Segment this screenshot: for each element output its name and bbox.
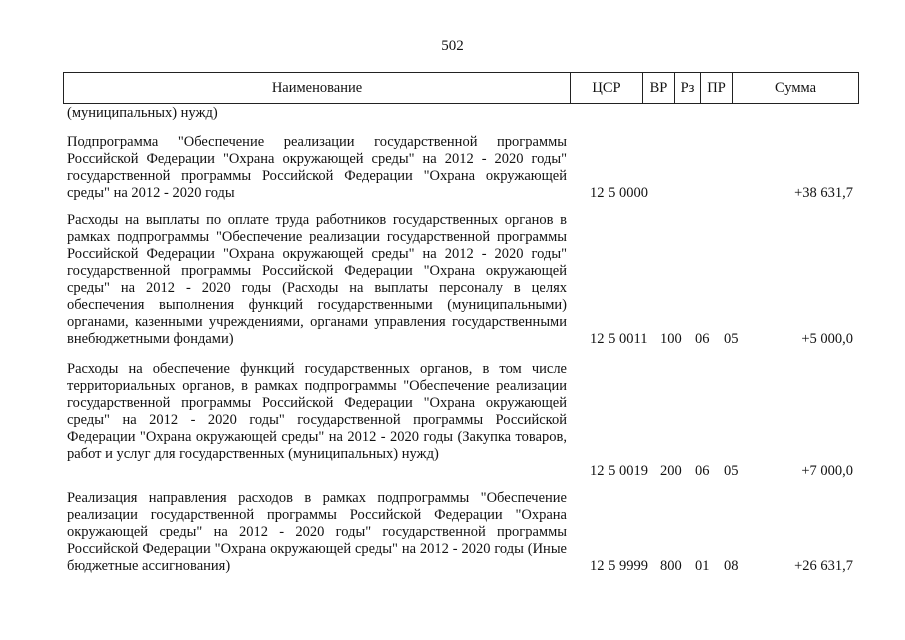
row-csr: 12 5 0011 [590, 331, 648, 347]
table-row [67, 134, 859, 202]
row-csr: 12 5 9999 [590, 558, 648, 574]
row-name: Расходы на обеспечение функций государственных органов, в том числе территориальных органов, в рамках подпрограммы "Обеспечение реализации государственной программы Российской Федерации "Охрана окружающей среды" на 2012 - 2020 годы" государственной программы Российской Федерации "Охрана окружающей среды" на 2012 - 2020 годы (Закупка товаров, работ и услуг для государственных (муниципальных) нужд) [67, 361, 567, 462]
row-csr: 12 5 0019 [590, 463, 648, 479]
continuation-text: (муниципальных) нужд) [67, 105, 218, 121]
row-name: Подпрограмма "Обеспечение реализации государственной программы Российской Федерации "Охрана окружающей среды" на 2012 - 2020 годы" государственной программы Российской Федерации "Охрана окружающей среды" на 2012 - 2020 годы [67, 134, 567, 201]
row-name: Расходы на выплаты по оплате труда работников государственных органов в рамках подпрограммы "Обеспечение реализации государственной программы Российской Федерации "Охрана окружающей среды" на 2012 - 2020 годы" государственной программы Российской Федерации "Охрана окружающей среды" на 2012 - 2020 годы (Расходы на выплаты персоналу в целях обеспечения выполнения функций государственными (муниципальными) органами, казенными учреждениями, органами управления государственными внебюджетными фондами) [67, 212, 567, 347]
page-number: 502 [441, 38, 464, 54]
row-sum: +26 631,7 [794, 558, 853, 574]
row-csr: 12 5 0000 [590, 185, 648, 201]
row-sum: +38 631,7 [794, 185, 853, 201]
header-csr: ЦСР [571, 73, 643, 104]
table-row [67, 361, 859, 480]
header-rz: Рз [675, 73, 701, 104]
row-sum: +5 000,0 [801, 331, 853, 347]
row-pr: 08 [724, 558, 739, 574]
row-name: Реализация направления расходов в рамках подпрограммы "Обеспечение реализации государственной программы Российской Федерации "Охрана окружающей среды" на 2012 - 2020 годы" государственной программы Российской Федерации "Охрана окружающей среды" на 2012 - 2020 годы (Иные бюджетные ассигнования) [67, 490, 567, 574]
row-vr: 100 [660, 331, 682, 347]
table-header [63, 72, 859, 104]
row-pr: 05 [724, 463, 739, 479]
row-rz: 06 [695, 331, 710, 347]
row-vr: 200 [660, 463, 682, 479]
table-row [67, 490, 859, 575]
header-vr: ВР [643, 73, 675, 104]
row-rz: 01 [695, 558, 710, 574]
header-sum: Сумма [733, 73, 859, 104]
row-vr: 800 [660, 558, 682, 574]
header-name: Наименование [64, 73, 571, 104]
row-sum: +7 000,0 [801, 463, 853, 479]
row-pr: 05 [724, 331, 739, 347]
header-pr: ПР [701, 73, 733, 104]
table-row [67, 212, 859, 348]
row-rz: 06 [695, 463, 710, 479]
